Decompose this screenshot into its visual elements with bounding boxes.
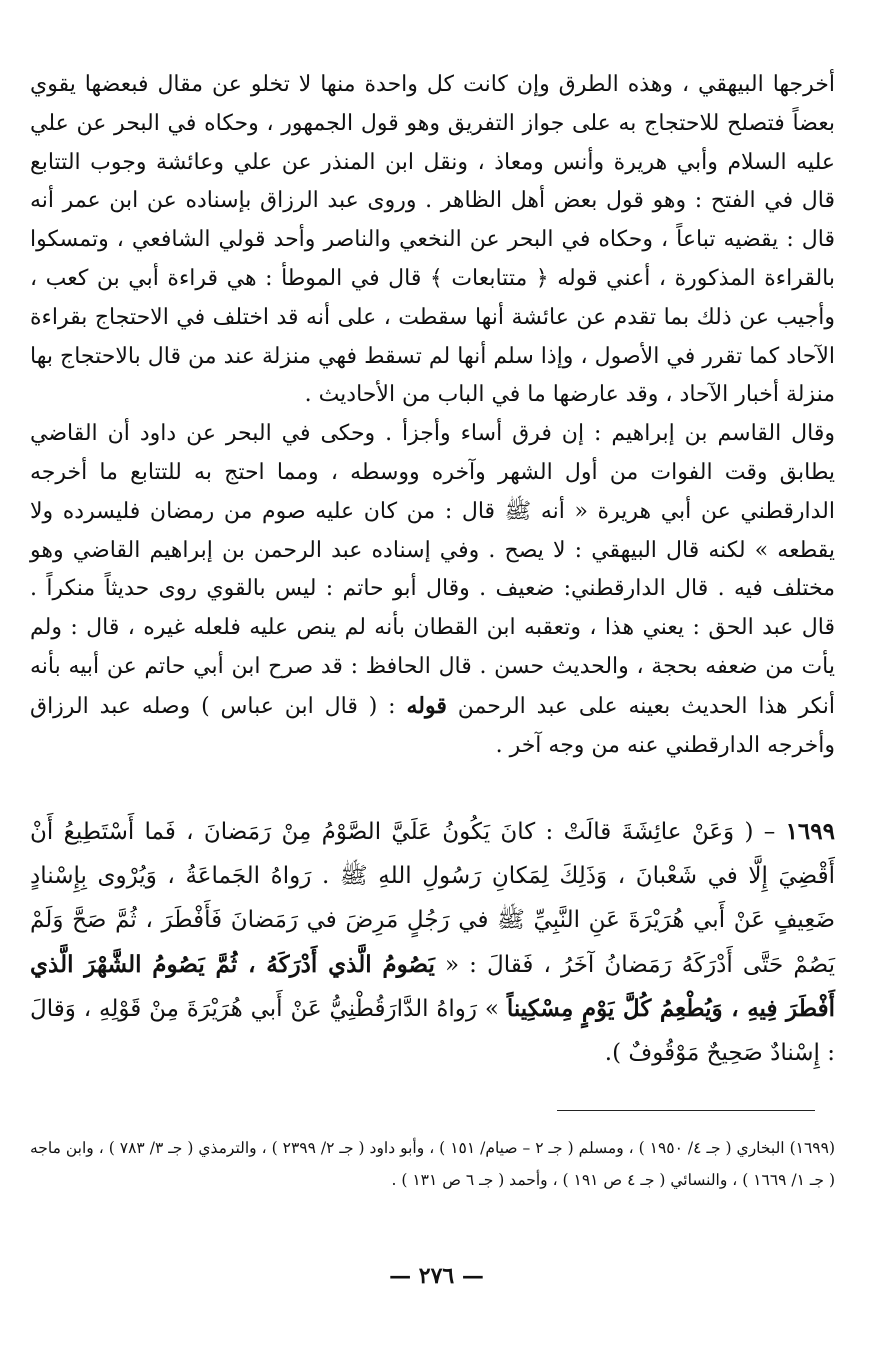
commentary-bold-term: قوله xyxy=(406,692,447,719)
commentary-paragraph-2 xyxy=(30,415,835,765)
page-number-dash-left: — xyxy=(389,1263,412,1289)
page-number xyxy=(0,1263,873,1289)
hadith-block xyxy=(30,810,835,1075)
footnote xyxy=(30,1132,835,1196)
hadith-text-2: » رَواهُ الدَّارَقُطْنِيُّ عَنْ أَبي هُرَيْرَةَ مِنْ قَوْلِهِ ، وَقالَ : إِسْنادٌ صَحِيحٌ مَوْقُوفٌ ). xyxy=(30,995,835,1067)
hadith-bold-text: يَصُومُ الَّذي أَدْرَكَهُ ، ثُمَّ يَصُومُ الشَّهْرَ الَّذي أَفْطَرَ فِيهِ ، وَيُطْعِمُ كُلَّ يَوْمٍ مِسْكِيناً xyxy=(30,950,835,1022)
footnote-divider xyxy=(557,1110,815,1111)
page-number-value: ٢٧٦ xyxy=(418,1263,455,1289)
hadith-number: ١٦٩٩ xyxy=(785,818,835,845)
hadith-paragraph xyxy=(30,810,835,1075)
footnote-text: (١٦٩٩) البخاري ( جـ ٤/ ١٩٥٠ ) ، ومسلم ( جـ ٢ – صيام/ ١٥١ ) ، وأبو داود ( جـ ٢/ ٢٣٩٩ ) ، والترمذي ( جـ ٣/ ٧٨٣ ) ، وابن ماجه ( جـ ١/ ١٦٦٩ ) ، والنسائي ( جـ ٤ ص ١٩١ ) ، وأحمد ( جـ ٦ ص ١٣١ ) . xyxy=(30,1139,836,1189)
commentary-paragraph-1: أخرجها البيهقي ، وهذه الطرق وإن كانت كل واحدة منها لا تخلو عن مقال فبعضها يقوي بعضاً فتصلح للاحتجاج به على جواز التفريق وهو قول الجمهور ، وحكاه في البحر عن علي عليه السلام وأبي هريرة وأنس ومعاذ ، ونقل ابن المنذر عن علي وعائشة وجوب التتابع قال في الفتح : وهو قول بعض أهل الظاهر . وروى عبد الرزاق بإسناده عن ابن عمر أنه قال : يقضيه تباعاً ، وحكاه في البحر عن النخعي والناصر وأحد قولي الشافعي ، وتمسكوا بالقراءة المذكورة ، أعني قوله ﴿ متتابعات ﴾ قال في الموطأ : هي قراءة أبي بن كعب ، وأجيب عن ذلك بما تقدم عن عائشة أنها سقطت ، على أنه قد اختلف في الاحتجاج بقراءة الآحاد كما تقرر في الأصول ، وإذا سلم أنها لم تسقط فهي منزلة عند من قال بالاحتجاج بها منزلة أخبار الآحاد ، وقد عارضها ما في الباب من الأحاديث . xyxy=(30,72,835,408)
hadith-text-1: – ( وَعَنْ عائِشَةَ قالَتْ : كانَ يَكُونُ عَلَيَّ الصَّوْمُ مِنْ رَمَضانَ ، فَما أَسْتَطِيعُ أَنْ أَقْضِيَ إِلَّا في شَعْبانَ ، وَذَلِكَ لِمَكانِ رَسُولِ اللهِ ﷺ . رَواهُ الجَماعَةُ ، وَيُرْوى بِإِسْنادٍ ضَعِيفٍ عَنْ أَبي هُرَيْرَةَ عَنِ النَّبِيِّ ﷺ في رَجُلٍ مَرِضَ في رَمَضانَ فَأَفْطَرَ ، ثُمَّ صَحَّ وَلَمْ يَصُمْ حَتَّى أَدْرَكَهُ رَمَضانُ آخَرُ ، فَقالَ : « xyxy=(30,819,836,978)
commentary-tail-text: : ( قال ابن عباس ) وصله عبد الرزاق وأخرجه الدارقطني عنه من وجه آخر . xyxy=(30,693,835,758)
commentary-paragraph-2-text: وقال القاسم بن إبراهيم : إن فرق أساء وأجزأ . وحكى في البحر عن داود أن القاضي يطابق وقت الفوات من أول الشهر وآخره ووسطه ، ومما احتج به للتتابع ما أخرجه الدارقطني عن أبي هريرة « أنه ﷺ قال : من كان عليه صوم من رمضان فليسرده ولا يقطعه » لكنه قال البيهقي : لا يصح . وفي إسناده عبد الرحمن بن إبراهيم القاضي وهو مختلف فيه . قال الدارقطني: ضعيف . وقال أبو حاتم : ليس بالقوي روى حديثاً منكراً . قال عبد الحق : يعني هذا ، وتعقبه ابن القطان بأنه لم ينص عليه فلعله غيره ، قال : ولم يأت من ضعفه بحجة ، والحديث حسن . قال الحافظ : قد صرح ابن أبي حاتم عن أبيه بأنه أنكر هذا الحديث بعينه على عبد الرحمن xyxy=(30,421,835,719)
page-number-dash-right: — xyxy=(461,1263,484,1289)
commentary-text xyxy=(30,66,835,765)
